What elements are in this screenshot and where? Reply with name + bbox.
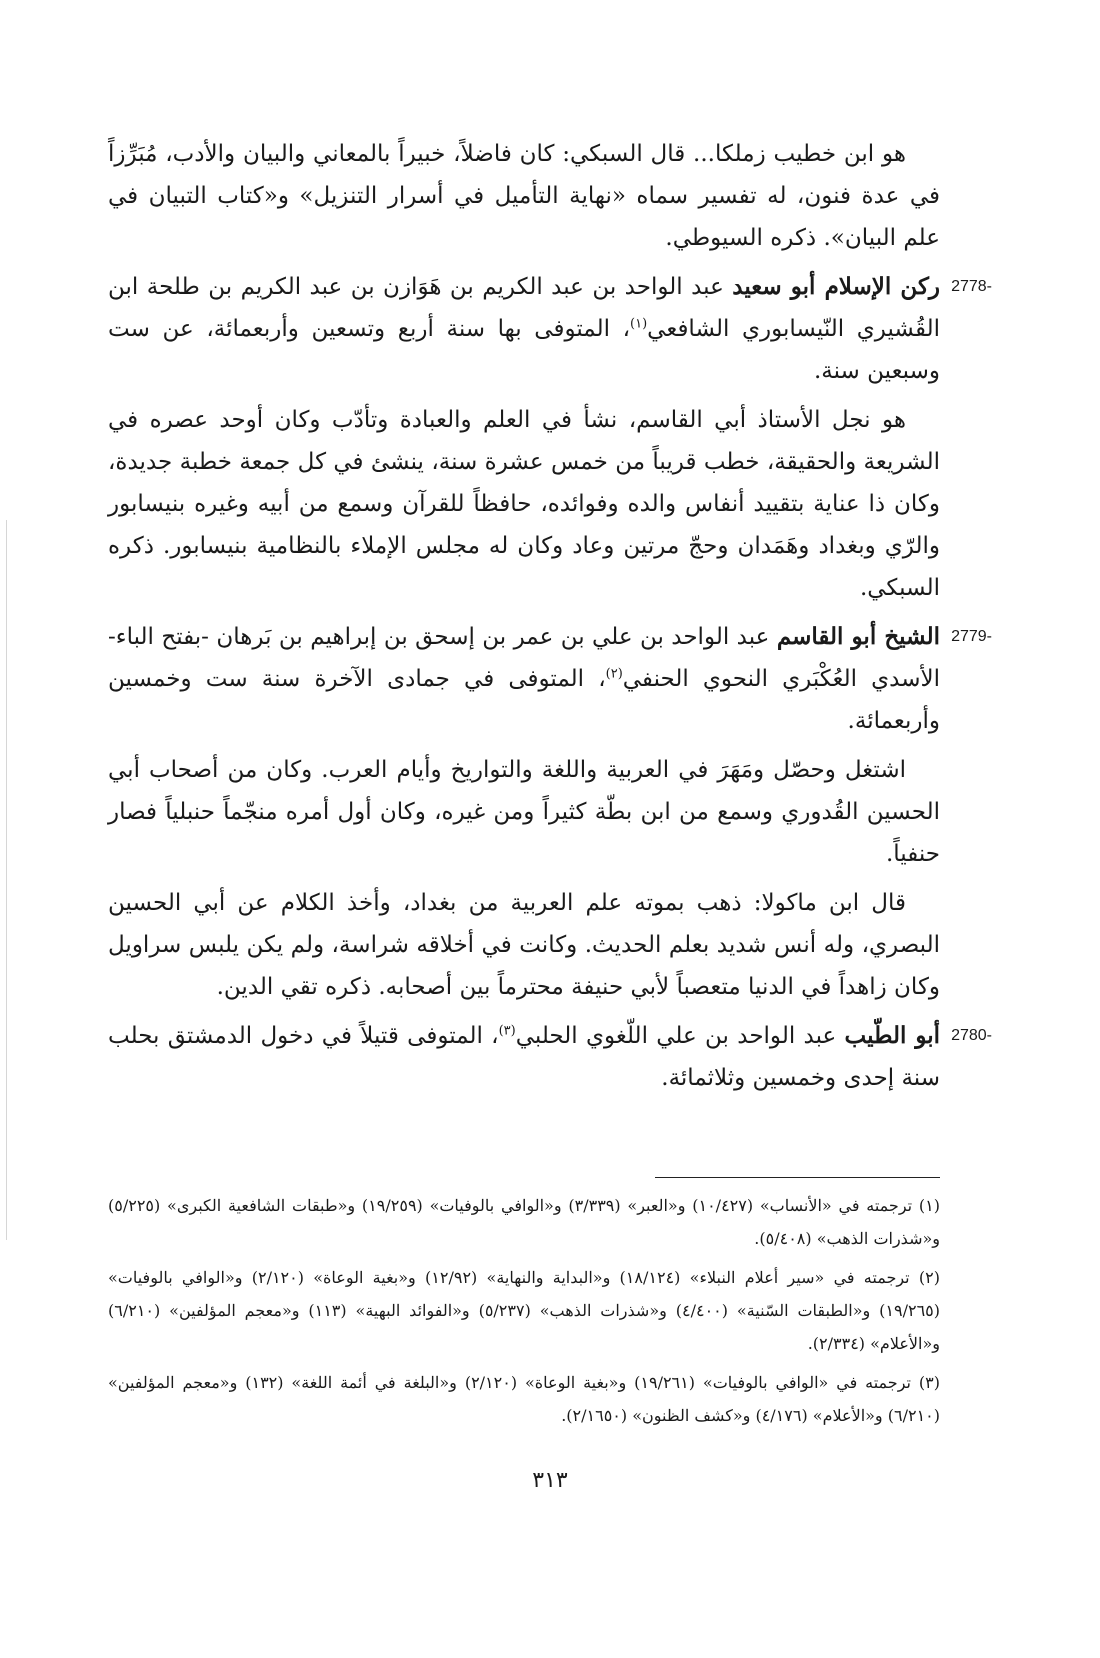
entry-name: الشيخ أبو القاسم xyxy=(776,623,941,650)
footnote-marker: (٣) xyxy=(918,1373,941,1392)
footnote-marker: (٢) xyxy=(918,1268,940,1287)
entry-heading-tail: ، المتوفى في جمادى الآخرة سنة ست وخمسين وأربعمائة. xyxy=(108,666,940,734)
footnote-marker: (١) xyxy=(918,1196,941,1215)
entry-number: 2779 - xyxy=(944,617,992,657)
entry-heading xyxy=(108,1015,987,1099)
entry-paragraph: اشتغل وحصّل ومَهَرَ في العربية واللغة والتواريخ وأيام العرب. وكان من أصحاب أبي الحسين القُدوري وسمع من ابن بطّة كثيراً ومن غيره، وكان أول أمره منجّماً حنبلياً فصار حنفياً. xyxy=(108,757,940,867)
entry-name: ركن الإسلام أبو سعيد xyxy=(732,273,940,300)
entry-2780 xyxy=(108,1015,987,1099)
entry-name: أبو الطّيب xyxy=(844,1022,940,1049)
entry-heading-text: عبد الواحد بن علي اللّغوي الحلبي xyxy=(515,1023,837,1049)
entry-2778 xyxy=(108,266,987,609)
intro-paragraph: هو ابن خطيب زملكا... قال السبكي: كان فاضلاً، خبيراً بالمعاني والبيان والأدب، مُبَرِّزاً في عدة فنون، له تفسير سماه «نهاية التأميل في أسرار التنزيل» و«كتاب التبيان في علم البيان». ذكره السيوطي. xyxy=(108,141,940,251)
footnote-text: ترجمته في «الوافي بالوفيات» (١٩/٢٦١) و«بغية الوعاة» (٢/١٢٠) و«البلغة في أئمة اللغة» (١٣٢) و«معجم المؤلفين» (٦/٢١٠) و«الأعلام» (٤/١٧٦) و«كشف الظنون» (٢/١٦٥٠). xyxy=(108,1373,940,1425)
footnote xyxy=(108,1366,940,1432)
entry-heading-text: عبد الواحد بن علي بن عمر بن إسحق بن إبراهيم بن بَرهان -بفتح الباء- الأسدي العُكْبَري النحوي الحنفي xyxy=(108,624,940,692)
page-number: ٣١٣ xyxy=(532,1468,568,1493)
page-edge-line xyxy=(6,520,7,1240)
main-text xyxy=(108,133,987,1106)
entry-heading-tail: ، المتوفى قتيلاً في دخول الدمشتق بحلب سنة إحدى وخمسين وثلاثمائة. xyxy=(108,1023,940,1091)
entry-heading xyxy=(108,616,987,742)
footnote-reference: (١) xyxy=(630,316,648,332)
entry-number: 2780 - xyxy=(944,1016,992,1056)
entry-paragraph: هو نجل الأستاذ أبي القاسم، نشأ في العلم والعبادة وتأدّب وكان أوحد عصره في الشريعة والحقيقة، خطب قريباً من خمس عشرة سنة، ينشئ في كل جمعة خطبة جديدة، وكان ذا عناية بتقييد أنفاس والده وفوائده، حافظاً للقرآن وسمع من أبيه وغيره بنيسابور والرّي وبغداد وهَمَدان وحجّ مرتين وعاد وكان له مجلس الإملاء بالنظامية بنيسابور. ذكره السبكي. xyxy=(108,407,940,601)
entry-heading xyxy=(108,266,987,392)
footnote-separator xyxy=(655,1177,940,1178)
entry-heading-tail: ، المتوفى بها سنة أربع وتسعين وأربعمائة، عن ست وسبعين سنة. xyxy=(108,316,940,384)
footnotes xyxy=(108,1189,940,1438)
footnote-reference: (٣) xyxy=(498,1023,516,1039)
footnote xyxy=(108,1189,940,1255)
footnote-text: ترجمته في «الأنساب» (١٠/٤٢٧) و«العبر» (٣/٣٣٩) و«الوافي بالوفيات» (١٩/٢٥٩) و«طبقات الشافعية الكبرى» (٥/٢٢٥) و«شذرات الذهب» (٥/٤٠٨). xyxy=(108,1196,940,1248)
entry-2779 xyxy=(108,616,987,1008)
footnote xyxy=(108,1261,940,1360)
entry-number: 2778 - xyxy=(944,267,992,307)
entry-heading-text: عبد الواحد بن عبد الكريم بن هَوَازن بن عبد الكريم بن طلحة ابن القُشيري النّيسابوري الشافعي xyxy=(108,274,940,342)
footnote-reference: (٢) xyxy=(605,666,623,682)
entry-paragraph: قال ابن ماكولا: ذهب بموته علم العربية من بغداد، وأخذ الكلام عن أبي الحسين البصري، وله أنس شديد بعلم الحديث. وكانت في أخلاقه شراسة، ولم يكن يلبس سراويل وكان زاهداً في الدنيا متعصباً لأبي حنيفة محترماً بين أصحابه. ذكره تقي الدين. xyxy=(108,890,940,1000)
footnote-text: ترجمته في «سير أعلام النبلاء» (١٨/١٢٤) و«البداية والنهاية» (١٢/٩٢) و«بغية الوعاة» (٢/١٢٠) و«الوافي بالوفيات» (١٩/٢٦٥) و«الطبقات السّنية» (٤/٤٠٠) و«شذرات الذهب» (٥/٢٣٧) و«الفوائد البهية» (١١٣) و«معجم المؤلفين» (٦/٢١٠) و«الأعلام» (٢/٣٣٤). xyxy=(108,1268,941,1353)
